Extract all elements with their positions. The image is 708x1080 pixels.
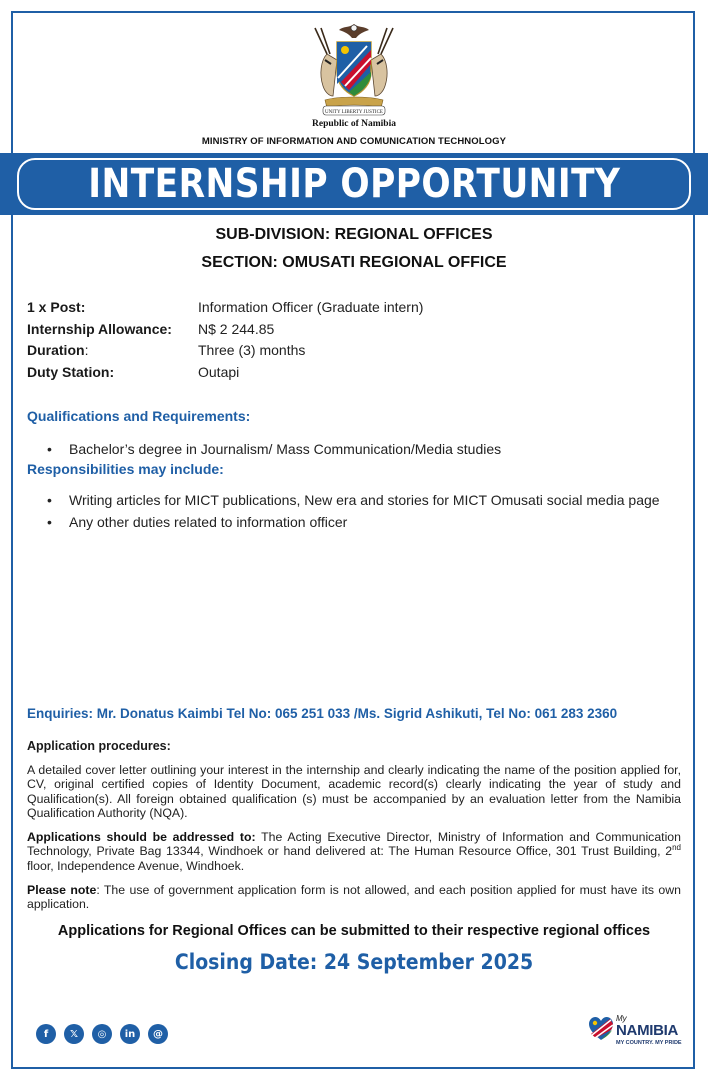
qualifications-list (27, 438, 687, 460)
list-item-text: Any other duties related to information officer (69, 514, 348, 530)
facebook-icon[interactable]: f (36, 1024, 56, 1044)
detail-label: 1 x Post: (27, 299, 86, 315)
detail-value: Three (3) months (198, 342, 306, 358)
address-text: The Acting Executive Director, Ministry of Information and Communication Technology, Private Bag 13344, Windhoek or hand delivered at: The Human Resource Office, 301 Trust Building, 2 (27, 830, 681, 859)
application-address (27, 830, 681, 873)
detail-label (27, 340, 198, 362)
ministry-name: MINISTRY OF INFORMATION AND COMUNICATION TECHNOLOGY (201, 136, 507, 147)
section-heading: SECTION: OMUSATI REGIONAL OFFICE (201, 254, 507, 271)
list-item-text: Bachelor’s degree in Journalism/ Mass Communication/Media studies (69, 441, 502, 457)
subdivision-heading: SUB-DIVISION: REGIONAL OFFICES (215, 226, 493, 243)
address-superscript: nd (672, 843, 681, 853)
page-title: INTERNSHIP OPPORTUNITY (87, 161, 621, 207)
list-item-text: Writing articles for MICT publications, New era and stories for MICT Omusati social media page (69, 492, 660, 508)
logo-my: My (616, 1014, 627, 1023)
list-item (27, 438, 687, 460)
note-label: Please note (27, 883, 97, 897)
note-text: : The use of government application form is not allowed, and each position applied for must have its own application. (27, 883, 681, 912)
detail-row-allowance (27, 319, 687, 341)
application-procedures-heading: Application procedures: (27, 739, 171, 753)
application-procedure-text: A detailed cover letter outlining your interest in the internship and clearly indicating the name of the position applied for, CV, original certified copies of Identity Document, academic record(s) clearly indicating the year of study and Qualification(s). All foreign obtained qualification (s) must be accompanied by an evaluation letter from the Namibia Qualification Authority (NQA). (27, 763, 681, 821)
detail-label: Duty Station: (27, 363, 115, 380)
bullet-icon: • (47, 441, 52, 457)
detail-label-text: Duration (27, 342, 85, 358)
list-item (27, 511, 687, 533)
detail-row-duration (27, 340, 687, 362)
address-label: Applications should be addressed to: (27, 830, 256, 844)
detail-value: Outapi (198, 363, 240, 380)
responsibilities-heading: Responsibilities may include: (27, 461, 224, 477)
detail-row-post (27, 297, 687, 319)
detail-value: N$ 2 244.85 (198, 320, 275, 337)
threads-icon[interactable]: @ (148, 1024, 168, 1044)
closing-date: Closing Date: 24 September 2025 (174, 950, 534, 974)
detail-row-duty-station (27, 362, 687, 384)
regional-submission-note: Applications for Regional Offices can be submitted to their respective regional offices (57, 923, 651, 939)
bullet-icon: • (47, 492, 52, 508)
list-item (27, 489, 687, 511)
my-namibia-logo (588, 1014, 683, 1050)
title-banner-pill (17, 158, 691, 210)
detail-label-colon: : (84, 342, 89, 358)
coat-of-arms-icon (305, 20, 403, 120)
responsibilities-list (27, 489, 687, 533)
detail-value: Information Officer (Graduate intern) (198, 299, 424, 315)
qualifications-heading: Qualifications and Requirements: (27, 408, 251, 424)
social-links (36, 1024, 168, 1044)
enquiries-line: Enquiries: Mr. Donatus Kaimbi Tel No: 065 251 033 /Ms. Sigrid Ashikuti, Tel No: 061 283 2360 (27, 706, 618, 721)
detail-label: Internship Allowance: (27, 320, 172, 337)
please-note (27, 883, 681, 912)
bullet-icon: • (47, 514, 52, 530)
logo-namibia: NAMIBIA (616, 1022, 679, 1039)
address-text-end: floor, Independence Avenue, Windhoek. (27, 858, 245, 873)
republic-label: Republic of Namibia (312, 119, 396, 129)
post-details (27, 297, 687, 383)
logo-tagline: MY COUNTRY. MY PRIDE (616, 1040, 682, 1046)
crest-motto: UNITY LIBERTY JUSTICE (325, 110, 383, 115)
x-icon[interactable]: 𝕏 (64, 1024, 84, 1044)
instagram-icon[interactable]: ◎ (92, 1024, 112, 1044)
heart-flag-icon (588, 1016, 614, 1042)
linkedin-icon[interactable]: in (120, 1024, 140, 1044)
